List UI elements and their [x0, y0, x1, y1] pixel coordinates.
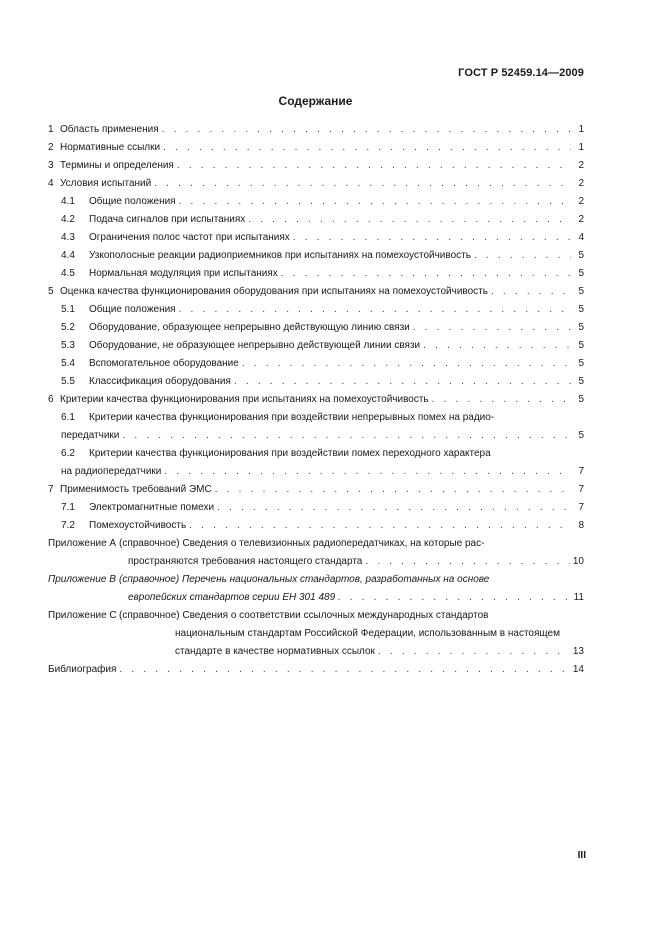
appendix-label: Приложение С	[48, 610, 117, 621]
appendix-text-continued: стандарте в качестве нормативных ссылок	[175, 646, 375, 657]
toc-text: Условия испытаний	[60, 178, 152, 189]
toc-text: Оборудование, образующее непрерывно действующую линию связи	[89, 322, 410, 333]
toc-entry[interactable]	[48, 517, 584, 535]
toc-text: Подача сигналов при испытаниях	[89, 214, 246, 225]
appendix-text-continued: пространяются требования настоящего стандарта	[128, 556, 363, 567]
toc-text: Библиография	[48, 664, 117, 675]
toc-entry[interactable]	[48, 247, 584, 265]
toc-text: Применимость требований ЭМС	[60, 484, 212, 495]
bibliography-entry[interactable]	[48, 661, 584, 679]
toc-text: Общие положения	[89, 304, 176, 315]
toc-entry[interactable]	[48, 391, 584, 409]
appendix-text: (справочное) Перечень национальных стандартов, разработанных на основе	[119, 574, 490, 585]
toc-page: 11	[573, 592, 584, 603]
standard-designation: ГОСТ Р 52459.14—2009	[458, 67, 584, 79]
leader-dots	[281, 265, 571, 283]
toc-number: 4.2	[61, 214, 75, 225]
leader-dots	[423, 337, 571, 355]
toc-page: 5	[578, 304, 584, 315]
toc-entry[interactable]	[48, 355, 584, 373]
toc-page: 5	[578, 430, 584, 441]
toc-text: Классификация оборудования	[89, 376, 231, 387]
toc-text: Критерии качества функционирования при воздействии помех переходного характера	[89, 448, 491, 459]
toc-page: 2	[578, 214, 584, 225]
leader-dots	[293, 229, 571, 247]
toc-entry[interactable]	[48, 373, 584, 391]
toc-number: 3	[48, 160, 54, 171]
toc-page: 7	[578, 466, 584, 477]
toc-page: 5	[578, 268, 584, 279]
toc-page: 5	[578, 358, 584, 369]
toc-page: 1	[578, 124, 584, 135]
appendix-c-entry[interactable]	[48, 607, 584, 661]
appendix-text: (справочное) Сведения о телевизионных радиопередатчиках, на которые рас-	[119, 538, 485, 549]
toc-number: 2	[48, 142, 54, 153]
toc-page: 5	[578, 322, 584, 333]
leader-dots	[248, 211, 571, 229]
page-number: III	[577, 850, 586, 861]
leader-dots	[242, 355, 571, 373]
toc-text: Электромагнитные помехи	[89, 502, 215, 513]
leader-dots	[432, 391, 571, 409]
leader-dots	[162, 121, 571, 139]
appendix-b-entry[interactable]	[48, 571, 584, 607]
leader-dots	[474, 247, 571, 265]
toc-entry[interactable]	[48, 265, 584, 283]
toc-text: Нормальная модуляция при испытаниях	[89, 268, 278, 279]
leader-dots	[234, 373, 571, 391]
toc-entry[interactable]	[48, 319, 584, 337]
toc-entry[interactable]	[48, 211, 584, 229]
toc-number: 4.5	[61, 268, 75, 279]
toc-text: Оценка качества функционирования оборудования при испытаниях на помехоустойчивость	[60, 286, 488, 297]
toc-number: 4.4	[61, 250, 75, 261]
toc-page: 5	[578, 286, 584, 297]
toc-text: Оборудование, не образующее непрерывно действующей линии связи	[89, 340, 421, 351]
toc-number: 6	[48, 394, 54, 405]
toc-entry[interactable]	[48, 175, 584, 193]
toc-text: Узкополосные реакции радиоприемников при испытаниях на помехоустойчивость	[89, 250, 471, 261]
leader-dots	[177, 157, 571, 175]
toc-entry[interactable]	[48, 481, 584, 499]
toc-page: 5	[578, 250, 584, 261]
leader-dots	[154, 175, 571, 193]
page-title: Содержание	[278, 94, 353, 108]
toc-number: 7.1	[61, 502, 75, 513]
toc-entry[interactable]	[48, 499, 584, 517]
toc-text: Область применения	[60, 124, 159, 135]
toc-number: 1	[48, 124, 54, 135]
toc-entry-multiline[interactable]	[48, 445, 584, 481]
toc-page: 5	[578, 340, 584, 351]
appendix-a-entry[interactable]	[48, 535, 584, 571]
toc-text: Помехоустойчивость	[89, 520, 187, 531]
toc-entry[interactable]	[48, 193, 584, 211]
toc-number: 5.2	[61, 322, 75, 333]
toc-page: 5	[578, 376, 584, 387]
leader-dots	[163, 139, 571, 157]
toc-text: Критерии качества функционирования при испытаниях на помехоустойчивость	[60, 394, 429, 405]
toc-number: 7.2	[61, 520, 75, 531]
toc-text: Критерии качества функционирования при воздействии непрерывных помех на радио-	[89, 412, 495, 423]
toc-number: 6.1	[61, 412, 75, 423]
toc-page: 2	[578, 160, 584, 171]
leader-dots	[338, 589, 570, 607]
appendix-text-continued: европейских стандартов серии ЕН 301 489	[128, 592, 336, 603]
toc-number: 5	[48, 286, 54, 297]
toc-number: 7	[48, 484, 54, 495]
leader-dots	[179, 193, 571, 211]
toc-page: 2	[578, 196, 584, 207]
toc-number: 4.3	[61, 232, 75, 243]
toc-page: 13	[572, 646, 584, 657]
toc-page: 8	[578, 520, 584, 531]
toc-page: 4	[578, 232, 584, 243]
leader-dots	[378, 643, 570, 661]
toc-number: 5.4	[61, 358, 75, 369]
toc-page: 7	[578, 484, 584, 495]
leader-dots	[164, 463, 571, 481]
toc-entry[interactable]	[48, 229, 584, 247]
toc-page: 14	[572, 664, 584, 675]
toc-text: Вспомогательное оборудование	[89, 358, 239, 369]
toc-page: 10	[572, 556, 584, 567]
toc-number: 5.1	[61, 304, 75, 315]
appendix-label: Приложение А	[48, 538, 117, 549]
toc-entry[interactable]	[48, 121, 584, 139]
toc-text: Термины и определения	[60, 160, 174, 171]
table-of-contents	[48, 121, 584, 679]
toc-page: 1	[578, 142, 584, 153]
leader-dots	[215, 481, 571, 499]
toc-number: 6.2	[61, 448, 75, 459]
toc-text-continued: передатчики	[61, 430, 120, 441]
leader-dots	[179, 301, 571, 319]
leader-dots	[122, 427, 571, 445]
toc-entry[interactable]	[48, 337, 584, 355]
toc-entry-multiline[interactable]	[48, 409, 584, 445]
toc-entry[interactable]	[48, 283, 584, 301]
appendix-text: (справочное) Сведения о соответствии ссылочных международных стандартов	[119, 610, 489, 621]
leader-dots	[413, 319, 571, 337]
toc-page: 5	[578, 394, 584, 405]
leader-dots	[119, 661, 569, 679]
toc-text-continued: на радиопередатчики	[61, 466, 162, 477]
leader-dots	[217, 499, 571, 517]
toc-page: 2	[578, 178, 584, 189]
appendix-label: Приложение В	[48, 574, 116, 585]
toc-entry[interactable]	[48, 301, 584, 319]
toc-entry[interactable]	[48, 139, 584, 157]
toc-number: 5.5	[61, 376, 75, 387]
toc-number: 5.3	[61, 340, 75, 351]
toc-entry[interactable]	[48, 157, 584, 175]
toc-page: 7	[578, 502, 584, 513]
leader-dots	[365, 553, 570, 571]
leader-dots	[491, 283, 571, 301]
toc-text: Нормативные ссылки	[60, 142, 161, 153]
toc-text: Ограничения полос частот при испытаниях	[89, 232, 290, 243]
leader-dots	[189, 517, 571, 535]
toc-number: 4	[48, 178, 54, 189]
toc-text: Общие положения	[89, 196, 176, 207]
toc-number: 4.1	[61, 196, 75, 207]
appendix-text-continued: национальным стандартам Российской Федерации, использованным в настоящем	[175, 628, 560, 639]
